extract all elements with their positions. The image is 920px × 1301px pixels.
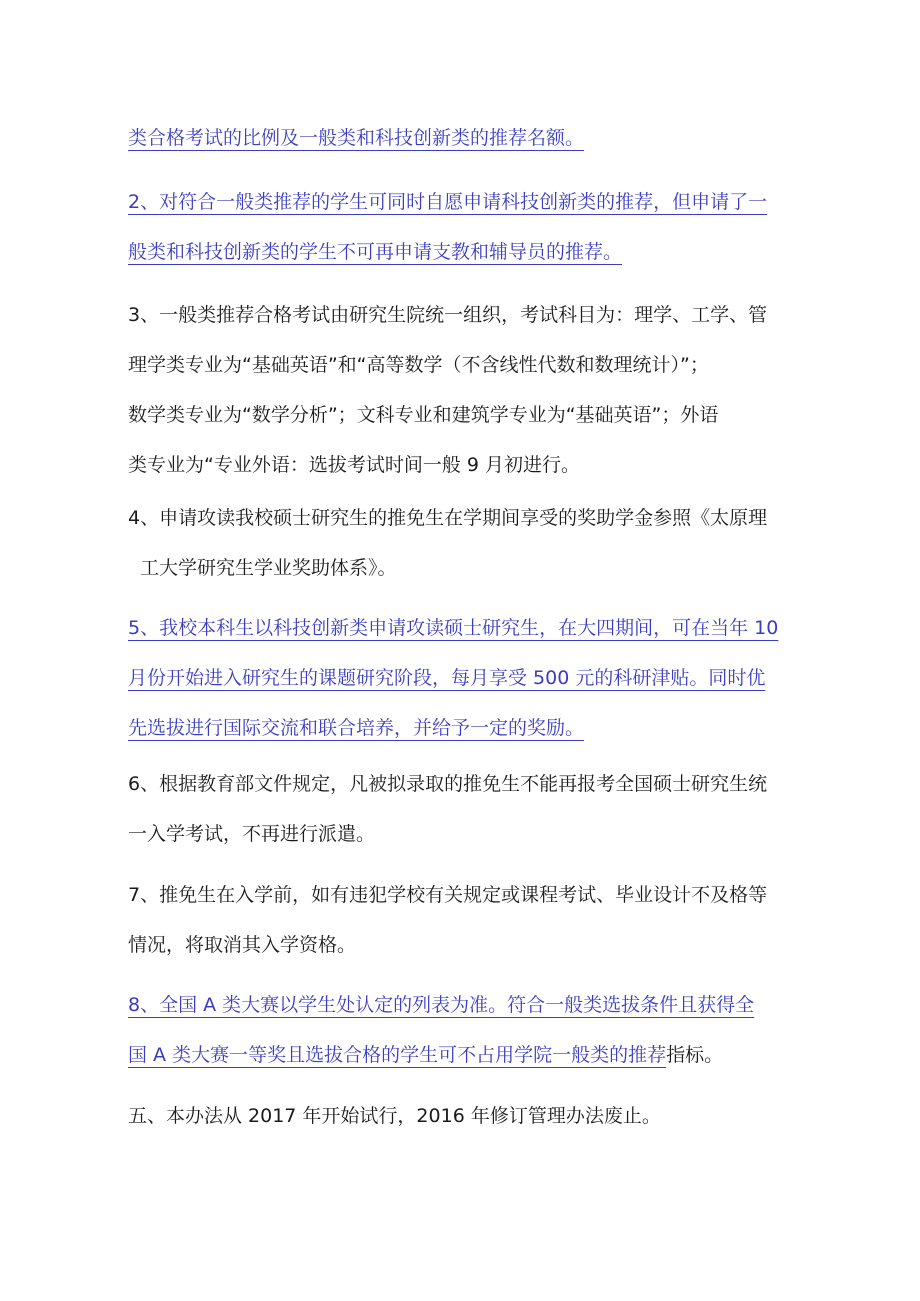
hyperlink-text[interactable]: 月份开始进入研究生的课题研究阶段，每月享受 500 元的科研津贴。同时优 bbox=[128, 667, 766, 689]
body-text: 指标。 bbox=[666, 1044, 724, 1066]
body-text: 理学类专业为“基础英语”和“高等数学（不含线性代数和数理统计）”； bbox=[128, 354, 709, 376]
text-line bbox=[128, 440, 796, 490]
text-line bbox=[128, 113, 796, 163]
body-text: 6、根据教育部文件规定，凡被拟录取的推免生不能再报考全国硕士研究生统 bbox=[128, 773, 768, 795]
text-line bbox=[128, 920, 796, 970]
text-line bbox=[128, 870, 796, 920]
hyperlink-text[interactable]: 般类和科技创新类的学生不可再申请支教和辅导员的推荐。 bbox=[128, 241, 623, 263]
paragraph-item-4 bbox=[128, 493, 796, 593]
body-text: 类专业为“专业外语：选拔考试时间一般 9 月初进行。 bbox=[128, 454, 581, 476]
hyperlink-text[interactable]: 5、我校本科生以科技创新类申请攻读硕士研究生，在大四期间，可在当年 10 bbox=[128, 617, 779, 639]
text-line bbox=[128, 1091, 796, 1141]
text-line bbox=[128, 390, 796, 440]
body-text: 4、申请攻读我校硕士研究生的推免生在学期间享受的奖助学金参照《太原理 bbox=[128, 507, 768, 529]
text-line bbox=[128, 603, 796, 653]
paragraph-item-3 bbox=[128, 290, 796, 490]
paragraph-item-7 bbox=[128, 870, 796, 970]
body-text: 一入学考试，不再进行派遣。 bbox=[128, 823, 376, 845]
paragraph-item-8 bbox=[128, 980, 796, 1080]
hyperlink-text[interactable]: 2、对符合一般类推荐的学生可同时自愿申请科技创新类的推荐，但申请了一 bbox=[128, 191, 768, 213]
paragraph-section-5 bbox=[128, 1091, 796, 1141]
text-line bbox=[128, 980, 796, 1030]
hyperlink-text[interactable]: 国 A 类大赛一等奖且选拔合格的学生可不占用学院一般类的推荐 bbox=[128, 1044, 667, 1066]
text-line bbox=[128, 340, 796, 390]
hyperlink-text[interactable]: 8、全国 A 类大赛以学生处认定的列表为准。符合一般类选拔条件且获得全 bbox=[128, 994, 755, 1016]
text-line bbox=[128, 177, 796, 227]
body-text: 数学类专业为“数学分析”；文科专业和建筑学专业为“基础英语”；外语 bbox=[128, 404, 719, 426]
body-text: 3、一般类推荐合格考试由研究生院统一组织，考试科目为：理学、工学、管 bbox=[128, 304, 768, 326]
text-line bbox=[128, 227, 796, 277]
text-line bbox=[128, 290, 796, 340]
text-line bbox=[128, 703, 796, 753]
body-text: 情况，将取消其入学资格。 bbox=[128, 934, 357, 956]
text-line bbox=[128, 759, 796, 809]
paragraph-quota-note bbox=[128, 113, 796, 163]
hyperlink-text[interactable]: 先选拔进行国际交流和联合培养，并给予一定的奖励。 bbox=[128, 717, 585, 739]
text-line bbox=[128, 653, 796, 703]
hyperlink-text[interactable]: 类合格考试的比例及一般类和科技创新类的推荐名额。 bbox=[128, 127, 585, 149]
paragraph-item-6 bbox=[128, 759, 796, 859]
text-line bbox=[128, 493, 796, 543]
body-text: 7、推免生在入学前，如有违犯学校有关规定或课程考试、毕业设计不及格等 bbox=[128, 884, 768, 906]
text-line bbox=[128, 809, 796, 859]
body-text: 五、本办法从 2017 年开始试行，2016 年修订管理办法废止。 bbox=[128, 1105, 661, 1127]
body-text: 工大学研究生学业奖助体系》。 bbox=[140, 557, 397, 579]
text-line bbox=[128, 1030, 796, 1080]
text-line bbox=[128, 543, 796, 593]
paragraph-item-2 bbox=[128, 177, 796, 277]
paragraph-item-5 bbox=[128, 603, 796, 753]
